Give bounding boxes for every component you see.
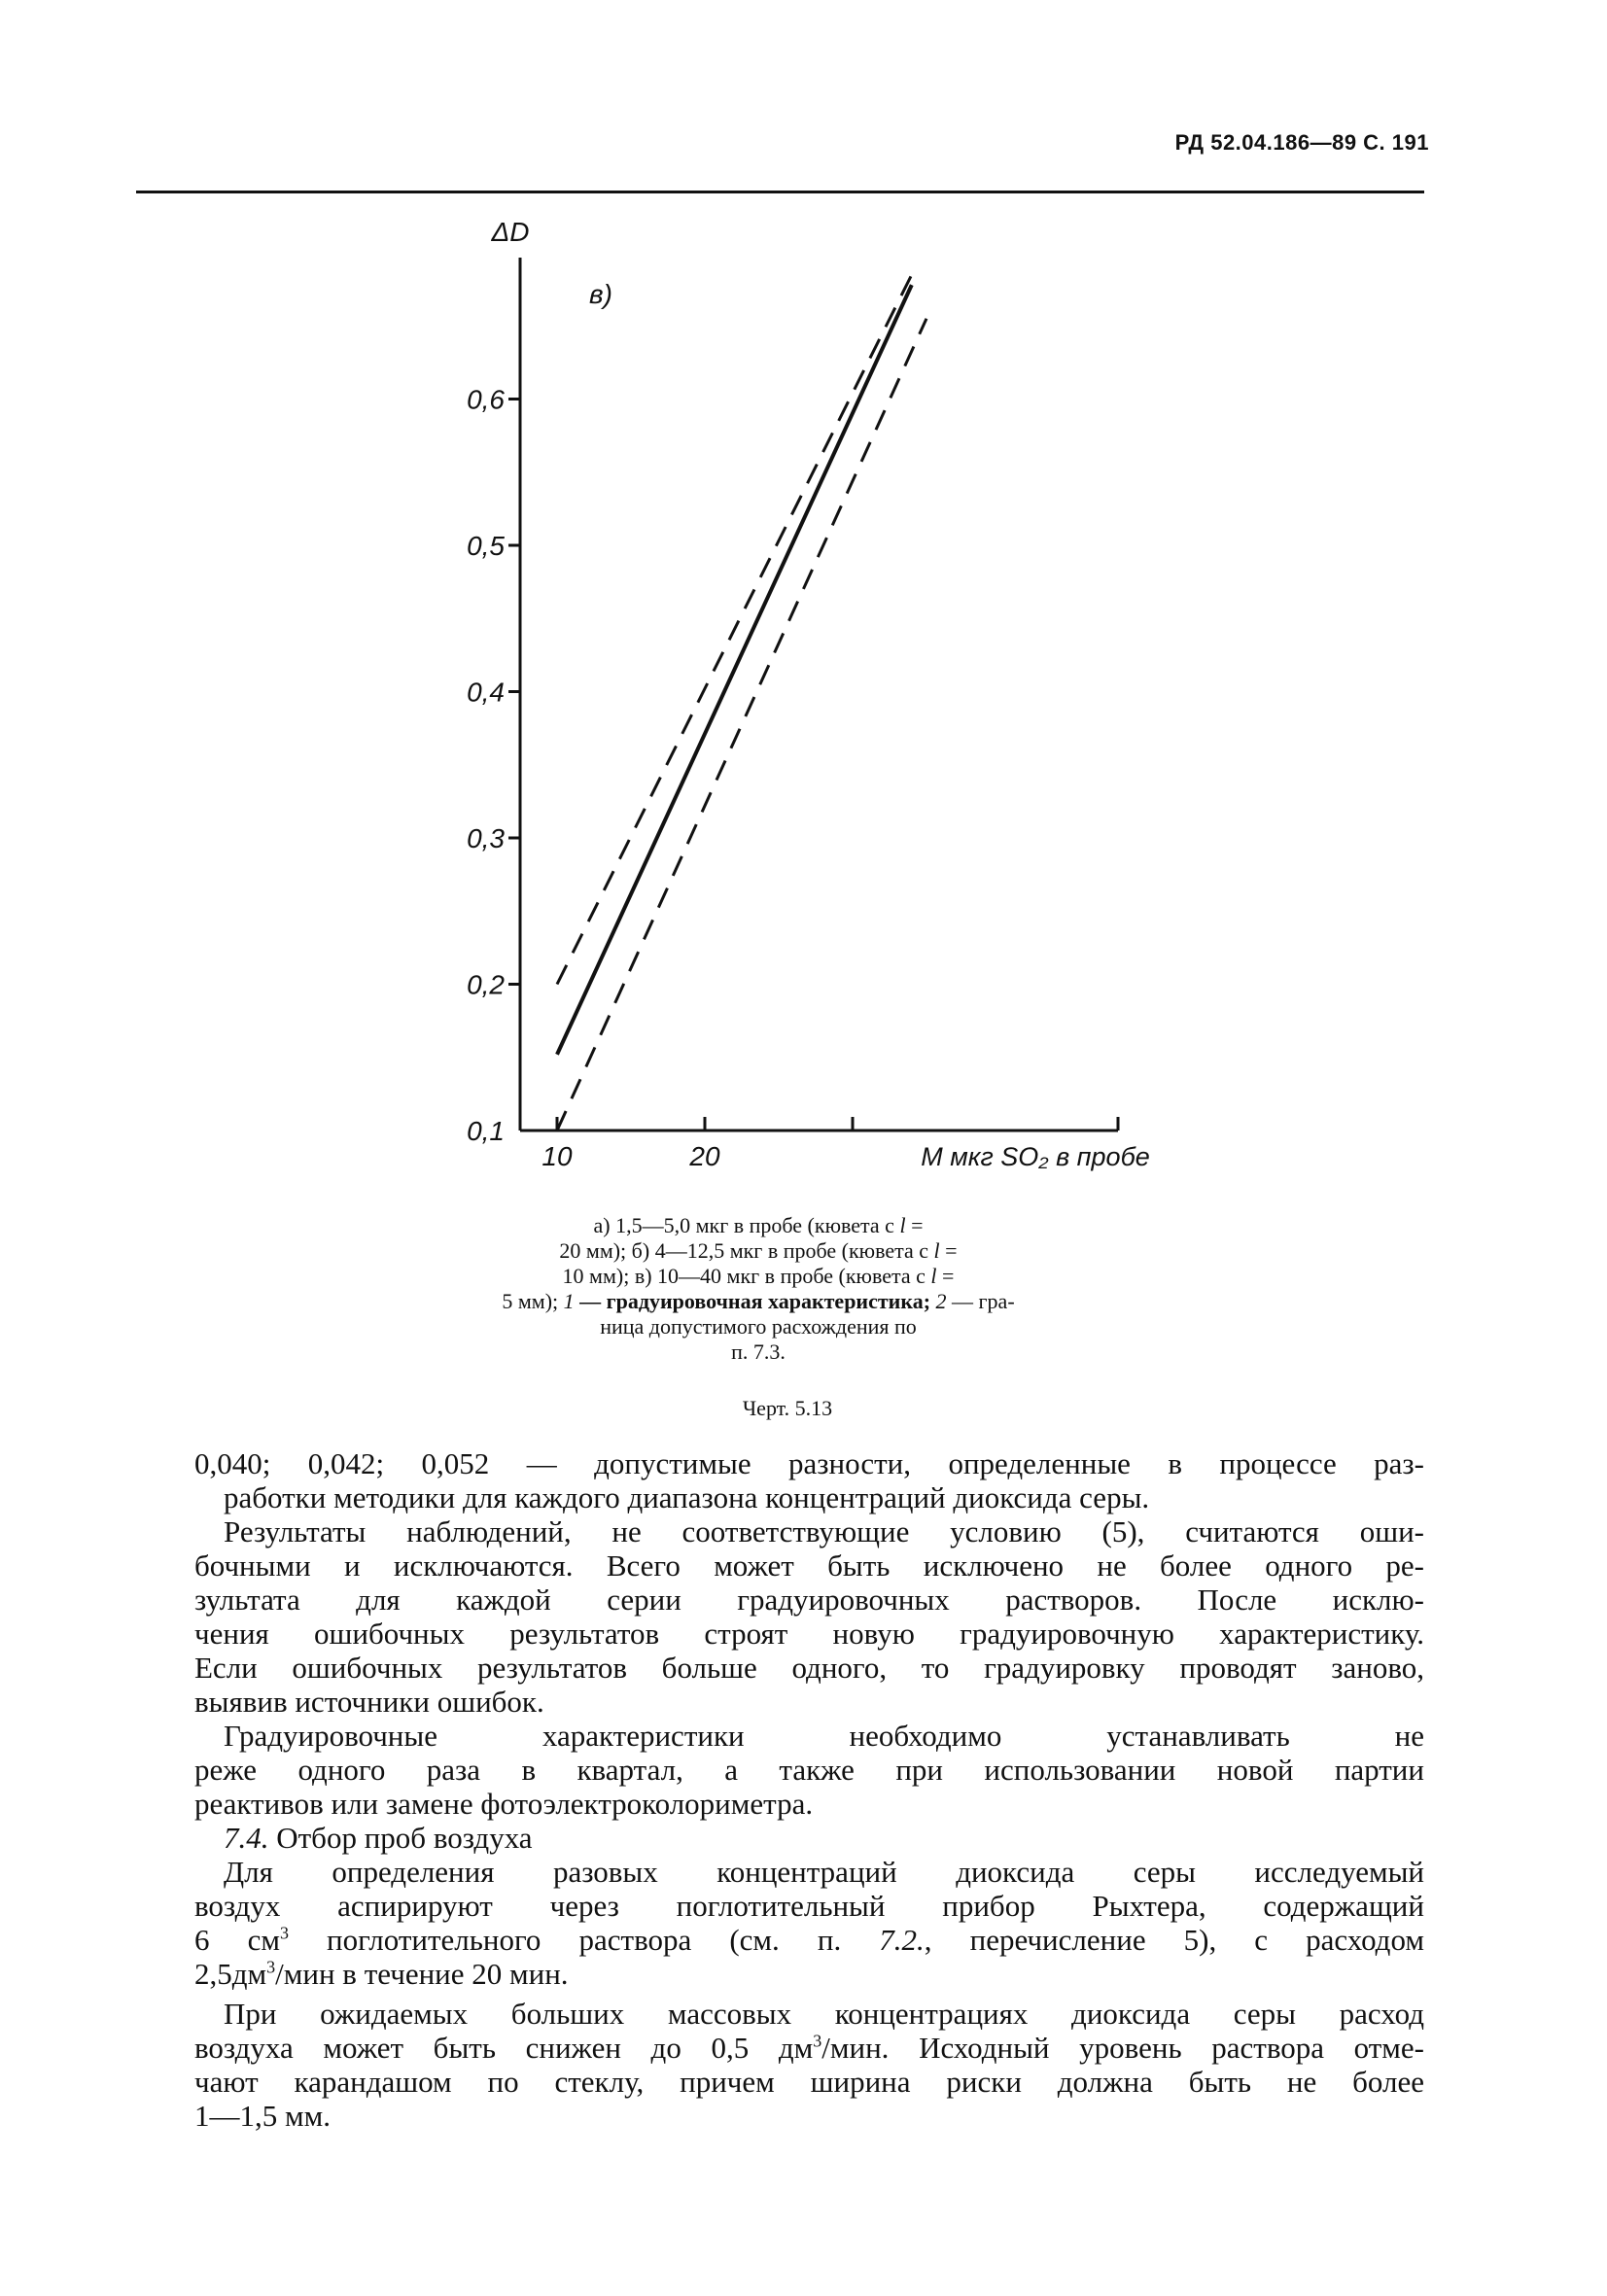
y-axis-label: ΔD bbox=[491, 217, 530, 247]
text-line: воздуха может быть снижен до 0,5 $дм^3$/мин. Исходный уровень раствора отме- bbox=[194, 2031, 1424, 2065]
y-tick-label: 0,1 bbox=[467, 1116, 505, 1146]
paragraph-allowed-differences bbox=[194, 1446, 1424, 1514]
paragraph-flow-rate bbox=[194, 1997, 1424, 2133]
y-tick-label: 0,5 bbox=[467, 531, 505, 561]
y-tick-label: 0,6 bbox=[467, 384, 505, 415]
body-text bbox=[194, 1446, 1424, 2133]
calibration-line bbox=[557, 285, 912, 1055]
paragraph-calibration-frequency bbox=[194, 1719, 1424, 1821]
y-tick-label: 0,4 bbox=[467, 677, 505, 708]
text-line: реже одного раза в квартал, а также при использовании новой партии bbox=[194, 1753, 1424, 1787]
paragraph-rejected-results bbox=[194, 1514, 1424, 1719]
section-title: Отбор проб воздуха bbox=[268, 1821, 533, 1855]
caption-line: ница допустимого расхождения по bbox=[600, 1314, 917, 1339]
caption-line: 5 мм); 1 — градуировочная характеристика; 2 — гра- bbox=[502, 1289, 1015, 1313]
text-line: $2,5дм^3$/мин в течение 20 мин. bbox=[194, 1957, 569, 1991]
text-line: реактивов или замене фотоэлектроколориметра. bbox=[194, 1787, 814, 1821]
text-line: Если ошибочных результатов больше одного, то градуировку проводят заново, bbox=[194, 1651, 1424, 1685]
caption-line: п. 7.3. bbox=[731, 1339, 786, 1364]
x-tick-label: 10 bbox=[541, 1141, 573, 1171]
section-heading bbox=[194, 1821, 1424, 1855]
text-line: Результаты наблюдений, не соответствующие условию (5), считаются оши- bbox=[224, 1514, 1424, 1548]
caption-line: 10 мм); в) 10—40 мкг в пробе (кювета с l = bbox=[562, 1264, 955, 1288]
text-line: работки методики для каждого диапазона концентраций диоксида серы. bbox=[224, 1480, 1150, 1514]
text-line: 6 $см^3$ поглотительного раствора (см. п. 7.2., перечисление 5), с расходом bbox=[194, 1923, 1424, 1957]
text-line: чают карандашом по стеклу, причем ширина риски должна быть не более bbox=[194, 2065, 1424, 2099]
section-number: 7.4. bbox=[224, 1821, 269, 1855]
caption-line: 20 мм); б) 4—12,5 мкг в пробе (кювета с l = bbox=[559, 1238, 958, 1263]
text-line: чения ошибочных результатов строят новую градуировочную характеристику. bbox=[194, 1617, 1424, 1651]
figure-caption bbox=[408, 1213, 1108, 1365]
x-tick-label: 20 bbox=[689, 1141, 720, 1171]
x-axis-label: M мкг SO₂ в пробе bbox=[921, 1142, 1150, 1171]
y-tick-label: 0,2 bbox=[467, 969, 505, 1000]
tolerance-boundary-line bbox=[557, 319, 926, 1131]
text-line: выявив источники ошибок. bbox=[194, 1685, 544, 1719]
text-line: 0,040; 0,042; 0,052 — допустимые разности, определенные в процессе раз- bbox=[194, 1446, 1424, 1480]
text-line: зультата для каждой серии градуировочных растворов. После исклю- bbox=[194, 1583, 1424, 1617]
text-line: При ожидаемых больших массовых концентрациях диоксида серы расход bbox=[224, 1997, 1424, 2031]
tolerance-boundary-line bbox=[557, 275, 912, 985]
paragraph-sampling bbox=[194, 1855, 1424, 1991]
text-line: бочными и исключаются. Всего может быть исключено не более одного ре- bbox=[194, 1548, 1424, 1583]
text-line: Градуировочные характеристики необходимо устанавливать не bbox=[224, 1719, 1424, 1753]
y-tick-label: 0,3 bbox=[467, 823, 505, 853]
text-line: Для определения разовых концентраций диоксида серы исследуемый bbox=[224, 1855, 1424, 1889]
text-line: 1—1,5 мм. bbox=[194, 2099, 331, 2133]
figure-number: Черт. 5.13 bbox=[742, 1396, 833, 1420]
caption-line: а) 1,5—5,0 мкг в пробе (кювета с l = bbox=[593, 1213, 924, 1237]
document-reference-header: РД 52.04.186—89 С. 191 bbox=[1174, 130, 1429, 155]
panel-label: в) bbox=[589, 279, 612, 309]
text-line: воздух аспирируют через поглотительный прибор Рыхтера, содержащий bbox=[194, 1889, 1424, 1923]
